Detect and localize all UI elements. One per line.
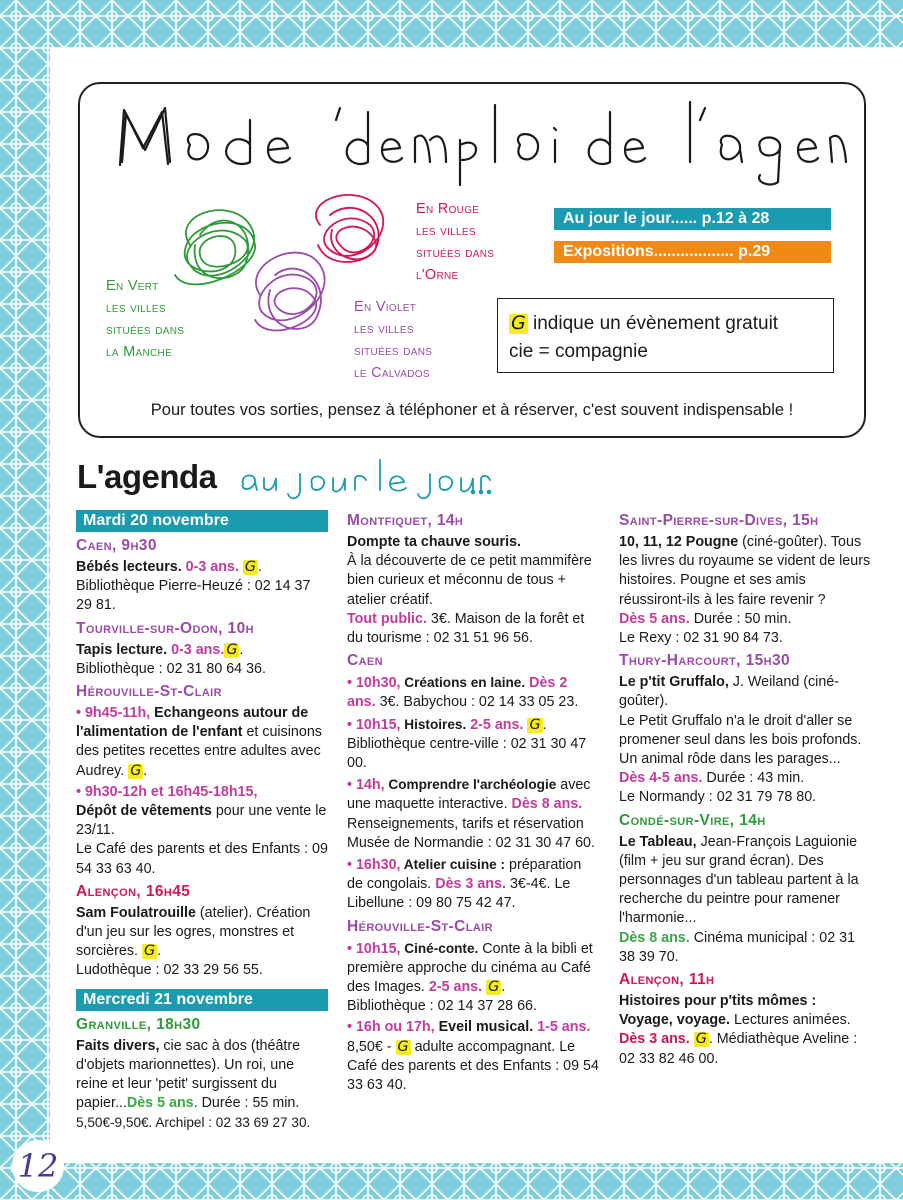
city-heading: Alençon, 16h45 — [76, 882, 191, 900]
event-age: Dès 3 ans. — [431, 876, 506, 893]
event-title: Bébés lecteurs. — [76, 559, 182, 575]
gratuit-icon: G — [511, 312, 526, 334]
legend-red-line: En Rouge — [416, 201, 480, 217]
event — [347, 533, 599, 648]
event-age: Dès 5 ans. — [619, 610, 690, 627]
event — [76, 783, 328, 879]
event-desc: Le Petit Gruffalo n'a le droit d'aller se promener seul dans les bois profonds. Un animal rôde dans les parages... — [619, 712, 862, 768]
event-desc: Jean-François Laguionie (film + jeu sur grand écran). Des personnages d'un tableau partent à la recherche du peintre pour ramener l'harmonie... — [619, 833, 859, 927]
event-age: Tout public. — [347, 610, 427, 627]
gratuit-text: indique un évènement gratuit — [527, 313, 779, 334]
legend-green — [106, 275, 184, 363]
legend-violet-line: En Violet — [354, 299, 417, 315]
day-band-mercredi: Mercredi 21 novembre — [76, 989, 328, 1011]
event-time: • 16h30, — [347, 857, 401, 874]
event-desc: cie sac à dos (théâtre d'objets marionnettes). Un roi, une reine et leur 'petit' surgissent du papier... — [76, 1037, 301, 1112]
event-title: Sam Foulatrouille — [76, 904, 196, 921]
event-title: Dompte ta chauve souris. — [347, 534, 521, 550]
event-place: Ludothèque : 02 33 29 56 55. — [76, 962, 263, 979]
event-place: Bibliothèque centre-ville : 02 31 30 47 00. — [347, 735, 587, 772]
page-number: 12 — [12, 1140, 64, 1192]
event-title: Dépôt de vêtements — [76, 803, 212, 820]
event: • 10h15, Histoires. 2-5 ans. G . Bibliothèque centre-ville : 02 31 30 47 00. — [347, 716, 587, 772]
legend-violet-line: le Calvados — [354, 365, 430, 381]
event-place: Le Normandy : 02 31 79 78 80. — [619, 789, 817, 806]
agenda-column-1 — [76, 510, 328, 1136]
legend-green-line: situées dans — [106, 322, 185, 338]
event-title: 10, 11, 12 Pougne — [619, 534, 739, 550]
event-place: Bibliothèque Pierre-Heuzé : 02 14 37 29 81. — [76, 578, 311, 614]
event — [347, 1018, 599, 1095]
event-desc: et cuisinons des petites recettes entre adultes avec Audrey. — [76, 724, 322, 779]
event — [619, 992, 871, 1069]
event-desc: À la découverte de ce petit mammifère bien curieux et méconnu de tous + atelier créatif. — [347, 553, 592, 608]
event: Sam Foulatrouille (atelier). Création d'un jeu sur les ogres, monstres et sorcières. G . Ludothèque : 02 33 29 56 55. — [76, 904, 311, 979]
city-heading: Alençon, 11h — [619, 971, 715, 989]
event-duration: . Durée : 55 min. — [193, 1095, 300, 1112]
event: Tapis lecture. 0-3 ans. G . Bibliothèque : 02 31 80 64 36. — [76, 641, 266, 677]
event-place: Cinéma municipal : 02 31 38 39 70. — [619, 929, 856, 965]
event-age: Dès 4-5 ans. — [619, 770, 703, 787]
city-heading: Caen — [347, 652, 384, 670]
event-title: Ciné-conte. — [400, 940, 479, 956]
legend-violet-line: situées dans — [354, 343, 433, 359]
event — [619, 833, 871, 967]
booking-hint: Pour toutes vos sorties, pensez à téléphoner et à réserver, c'est souvent indispensable ! — [150, 401, 794, 419]
agenda-subtitle-handwritten — [238, 452, 498, 502]
event-age: 0-3 ans. — [181, 559, 239, 575]
event-time: • 16h ou 17h, — [347, 1019, 435, 1036]
event-age: 2-5 ans. — [424, 979, 483, 996]
event-time: • 10h30, — [347, 675, 401, 692]
legend-red-line: l'Orne — [416, 267, 459, 283]
event-age: 0-3 ans. — [167, 641, 225, 658]
city-heading: Caen, 9h30 — [76, 537, 157, 554]
city-heading: Montfiquet, 14h — [347, 512, 464, 529]
event-title: Histoires pour p'tits mômes : Voyage, voyage. — [619, 993, 817, 1029]
agenda-column-3 — [619, 510, 871, 1071]
event-title: Le Tableau, — [619, 833, 697, 850]
legend-violet — [354, 296, 432, 384]
event-desc: J. Weiland (ciné-goûter). — [619, 674, 840, 710]
city-heading: Thury-Harcourt, 15h30 — [619, 652, 791, 670]
event-place: Le Café des parents et des Enfants : 09 54 33 63 40. — [76, 841, 328, 877]
band-expositions: Expositions.................. p.29 — [554, 241, 831, 263]
event-place: Bibliothèque : 02 31 80 64 36. — [76, 660, 266, 677]
gratuit-icon: G — [488, 979, 500, 996]
city-heading: Tourville-sur-Odon, 10h — [76, 619, 254, 637]
gratuit-icon: G — [130, 762, 142, 779]
band-au-jour-le-jour: Au jour le jour...... p.12 à 28 — [554, 208, 831, 230]
event-desc: préparation de congolais. — [347, 857, 582, 893]
event-age: Dès 8 ans. — [507, 796, 583, 813]
gratuit-icon: G — [695, 1031, 707, 1048]
gratuit-legend — [497, 298, 834, 373]
gratuit-icon: G — [397, 1038, 409, 1055]
event — [619, 533, 871, 648]
legend-green-line: les villes — [106, 300, 166, 316]
event-place: Renseignements, tarifs et réservation Musée de Normandie : 02 31 30 47 60. — [347, 815, 595, 851]
event — [347, 855, 599, 914]
event-title: Créations en laine. — [400, 675, 526, 691]
event-time: • 9h45-11h, — [76, 705, 151, 722]
event-desc: Conte à la bibli et première approche du cinéma au Café des Images. — [347, 940, 593, 996]
event-title: Histoires. — [400, 716, 467, 732]
event — [619, 673, 871, 807]
legend-violet-line: les villes — [354, 321, 414, 337]
event-desc: Lectures animées. — [729, 1012, 851, 1029]
event-place: Le Rexy : 02 31 90 84 73. — [619, 630, 783, 647]
event-title: Faits divers, — [76, 1037, 160, 1054]
event-place: 3€. Babychou : 02 14 33 05 23. — [375, 694, 579, 711]
event: Bébés lecteurs. 0-3 ans. G . Bibliothèque Pierre-Heuzé : 02 14 37 29 81. — [76, 559, 311, 614]
event-desc: (ciné-goûter). Tous les livres du royaume se vident de leurs histoires. Pougne et ses amis réussiront-ils à les faire revenir ? — [619, 534, 871, 608]
event-place: . Médiathèque Aveline : 02 33 82 46 00. — [619, 1031, 858, 1067]
event-time: • 10h15, — [347, 940, 401, 957]
event-place: 3€-4€. Le Libellune : 09 80 75 42 47. — [347, 876, 571, 912]
legend-green-line: En Vert — [106, 278, 159, 294]
event-title: Echangeons autour de l'alimentation de l'enfant — [76, 705, 309, 741]
gratuit-icon: G — [529, 716, 541, 733]
event-place: 5,50€-9,50€. Archipel : 02 33 69 27 30. — [76, 1115, 311, 1131]
city-heading: Hérouville-St-Clair — [76, 683, 222, 701]
event — [76, 1037, 328, 1134]
event-duration: Durée : 43 min. — [702, 770, 805, 787]
event-title: Tapis lecture. — [76, 641, 168, 658]
legend-red — [416, 198, 494, 286]
event-title: Le p'tit Gruffalo, — [619, 674, 729, 691]
event-age: 2-5 ans. — [466, 716, 524, 733]
city-heading: Hérouville-St-Clair — [347, 917, 493, 935]
event: • 9h45-11h, Echangeons autour de l'alimentation de l'enfant et cuisinons des petites recettes entre adultes avec Audrey. G . — [76, 705, 322, 779]
cie-line: cie = compagnie — [509, 341, 648, 362]
event-place: 3€. Maison de la forêt et du tourisme : 02 31 51 96 56. — [347, 610, 585, 647]
legend-green-line: la Manche — [106, 344, 173, 360]
event-title: Eveil musical. — [434, 1019, 534, 1036]
handwritten-title — [110, 90, 850, 190]
event-desc: avec une maquette interactive. — [347, 777, 591, 813]
city-heading: Condé-sur-Vire, 14h — [619, 811, 766, 829]
gratuit-icon: G — [244, 559, 256, 575]
day-band-mardi: Mardi 20 novembre — [76, 510, 328, 532]
event-age: Dès 3 ans. — [619, 1031, 690, 1048]
event-desc: pour une vente le 23/11. — [76, 803, 327, 839]
legend-red-line: les villes — [416, 223, 476, 239]
event — [347, 775, 599, 853]
city-heading: Saint-Pierre-sur-Dives, 15h — [619, 512, 819, 529]
event-age: Dès 5 ans — [126, 1095, 194, 1112]
event-desc: (atelier). Création d'un jeu sur les ogres, monstres et sorcières. — [76, 904, 311, 960]
event-age: Dès 2 ans. — [347, 675, 568, 711]
gratuit-icon: G — [226, 641, 238, 658]
event-title: Comprendre l'archéologie — [384, 777, 557, 793]
event-place: adulte accompagnant. Le Café des parents et des Enfants : 09 54 33 63 40. — [347, 1038, 599, 1094]
event: • 10h15, Ciné-conte. Conte à la bibli et première approche du cinéma au Café des Images. 2-5 ans. G . Bibliothèque : 02 14 37 28 66. — [347, 940, 593, 1015]
city-heading: Granville, 18h30 — [76, 1015, 201, 1033]
event-time: • 9h30-12h et 16h45-18h15, — [76, 783, 258, 800]
agenda-title: L'agenda — [77, 458, 217, 495]
event-place: Bibliothèque : 02 14 37 28 66. — [347, 998, 537, 1015]
legend-red-line: situées dans — [416, 245, 495, 261]
agenda-column-2 — [347, 510, 599, 1097]
event-age: 1-5 ans. — [533, 1019, 591, 1036]
gratuit-line — [509, 310, 833, 338]
event-price: 8,50€ - — [347, 1038, 392, 1055]
event-age: Dès 8 ans. — [619, 929, 690, 946]
event-duration: Durée : 50 min. — [689, 610, 792, 627]
event-time: • 14h, — [347, 777, 385, 794]
event-time: • 10h15, — [347, 716, 401, 733]
gratuit-icon: G — [143, 943, 156, 960]
event-title: Atelier cuisine : — [400, 857, 506, 873]
event — [347, 673, 599, 712]
